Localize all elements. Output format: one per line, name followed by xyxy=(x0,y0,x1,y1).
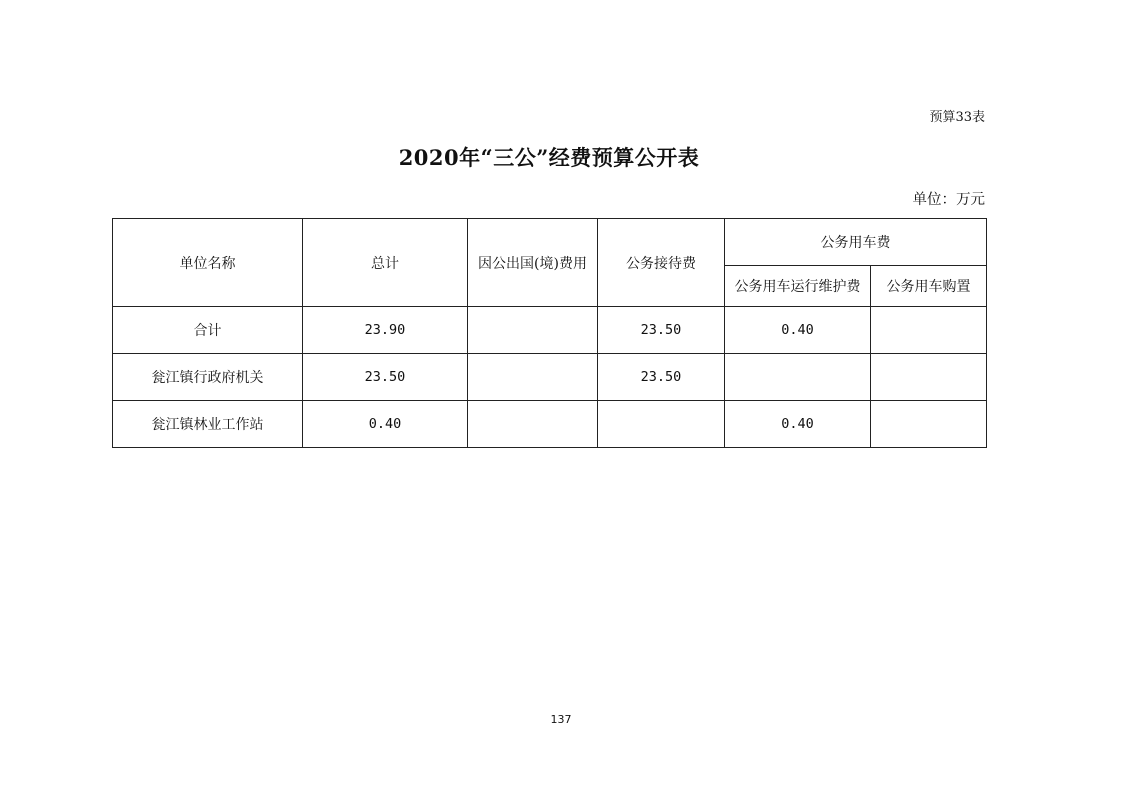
table-row-total xyxy=(113,307,987,354)
cell-overseas xyxy=(468,354,598,401)
header-vehicle: 公务用车费 xyxy=(725,219,987,266)
header-reception: 公务接待费 xyxy=(598,219,725,307)
page-title: 2020年“三公”经费预算公开表 xyxy=(398,145,700,170)
cell-reception: 23.50 xyxy=(598,307,725,354)
header-overseas: 因公出国(境)费用 xyxy=(468,219,598,307)
unit-label: 单位：万元 xyxy=(912,192,985,208)
table-header-row xyxy=(113,219,987,266)
cell-reception xyxy=(598,401,725,448)
budget-table xyxy=(112,218,987,448)
cell-name: 瓮江镇行政府机关 xyxy=(113,354,303,401)
table-row xyxy=(113,354,987,401)
cell-vehicle-purchase xyxy=(871,354,987,401)
cell-total: 23.90 xyxy=(303,307,468,354)
cell-total: 0.40 xyxy=(303,401,468,448)
cell-vehicle-operation: 0.40 xyxy=(725,401,871,448)
cell-vehicle-purchase xyxy=(871,307,987,354)
cell-overseas xyxy=(468,307,598,354)
header-vehicle-operation: 公务用车运行维护费 xyxy=(725,266,871,307)
header-vehicle-purchase: 公务用车购置 xyxy=(871,266,987,307)
header-total: 总计 xyxy=(303,219,468,307)
cell-name: 合计 xyxy=(113,307,303,354)
cell-reception: 23.50 xyxy=(598,354,725,401)
cell-vehicle-operation xyxy=(725,354,871,401)
page-number: 137 xyxy=(550,713,572,726)
cell-vehicle-operation: 0.40 xyxy=(725,307,871,354)
cell-total: 23.50 xyxy=(303,354,468,401)
cell-overseas xyxy=(468,401,598,448)
cell-name: 瓮江镇林业工作站 xyxy=(113,401,303,448)
cell-vehicle-purchase xyxy=(871,401,987,448)
form-number: 预算33表 xyxy=(929,110,985,125)
header-unit-name: 单位名称 xyxy=(113,219,303,307)
table-row xyxy=(113,401,987,448)
